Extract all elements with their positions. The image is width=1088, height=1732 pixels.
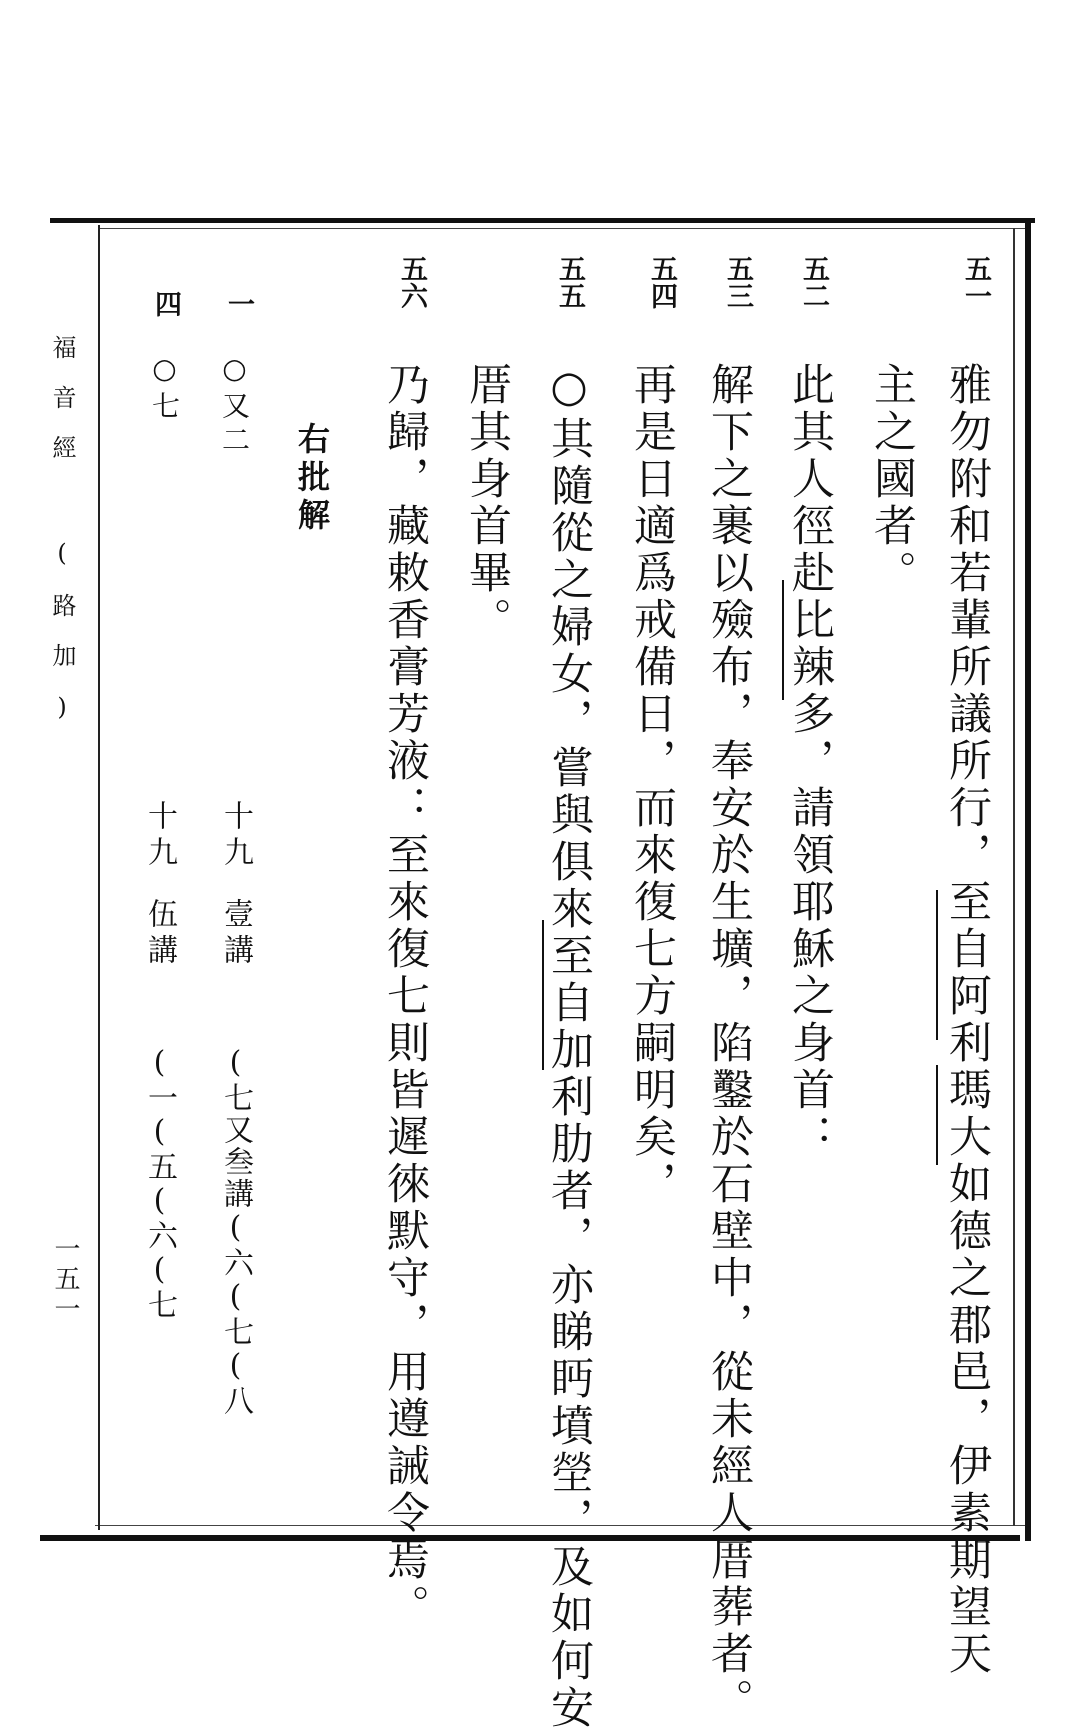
verse-number-56: 五六 (396, 255, 427, 309)
right-border-inner (1013, 228, 1015, 1526)
verse-text-51-cont: 主之國者。 (867, 362, 917, 597)
verse-text-54: 再是日適爲戒備日，而來復七方嗣明矣， (627, 362, 677, 1208)
verse-number-52: 五二 (798, 255, 829, 309)
proper-name-line (936, 1065, 938, 1165)
verse-text-56: 乃歸，藏敕香膏芳液：至來復七則皆遲徠默守，用遵誡令焉。 (380, 362, 430, 1631)
ref-cross-2: (一(五(六(七 (142, 1045, 177, 1321)
section-heading: 右批解 (293, 422, 331, 536)
proper-name-line (542, 920, 544, 1070)
ref-chapter-2: 十九 (142, 800, 177, 872)
bottom-border (40, 1535, 1020, 1541)
ref-number-2: 四 (150, 290, 181, 317)
left-border (98, 225, 100, 1530)
verse-text-53: 解下之裹以殮布，奉安於生壙，陷鑿於石壁中，從未經人厝葬者。 (704, 362, 754, 1725)
ref-chapter-1: 十九 (218, 800, 253, 872)
ref-marker-1: ○又二 (218, 352, 251, 459)
ref-number-1: 一 (223, 290, 254, 317)
right-border-lower (1025, 541, 1031, 1541)
ref-lecture-2: 伍講 (142, 898, 177, 970)
ref-lecture-1: 壹講 (218, 898, 253, 970)
proper-name-line (936, 890, 938, 1040)
verse-text-55-cont: 厝其身首畢。 (462, 362, 512, 644)
verse-number-54: 五四 (646, 255, 677, 309)
top-border (50, 218, 1035, 223)
verse-text-51: 雅勿附和若輩所議所行，至自阿利瑪大如德之郡邑，伊素期望天 (942, 362, 992, 1678)
ref-cross-1: (七又叁講(六(七(八 (218, 1045, 253, 1417)
ref-marker-2: ○七 (148, 352, 181, 425)
verse-number-53: 五三 (722, 255, 753, 309)
verse-number-55: 五五 (554, 255, 585, 309)
right-border (1025, 218, 1031, 541)
verse-text-55: ○其隨從之婦女，嘗與俱來至自加利肋者，亦睇眄墳塋，及如何安 (544, 362, 594, 1732)
proper-name-line (782, 580, 784, 700)
verse-number-51: 五一 (960, 255, 991, 309)
page-number: 一五一 (50, 1235, 80, 1325)
margin-title: 福音經 (路加) (48, 335, 76, 747)
top-border-inner (100, 228, 1030, 229)
verse-text-52: 此其人徑赴比辣多，請領耶穌之身首： (785, 362, 835, 1161)
